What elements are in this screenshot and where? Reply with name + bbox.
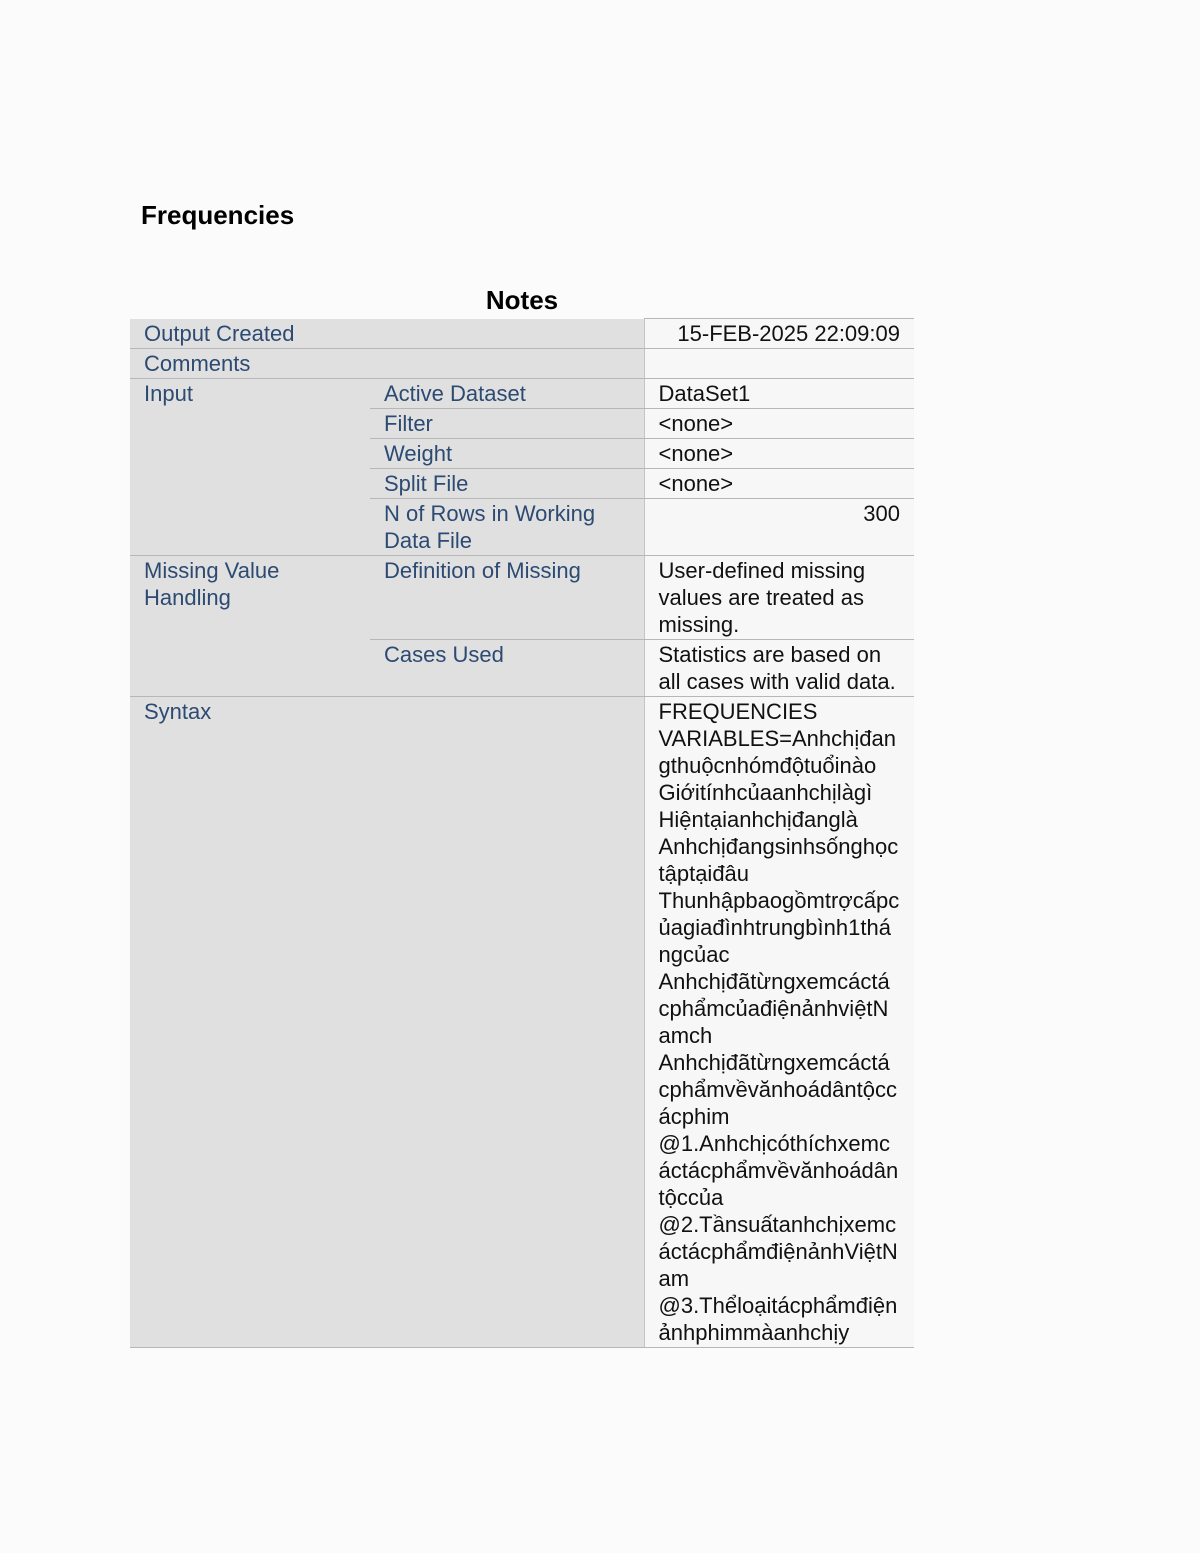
split-file-label: Split File — [370, 469, 644, 499]
definition-missing-label: Definition of Missing — [370, 556, 644, 640]
syntax-line: @2.TầnsuấtanhchịxemcáctácphẩmđiệnảnhViệtNam — [658, 1212, 898, 1291]
syntax-line: AnhchịđãtừngxemcáctácphẩmcủađiệnảnhviệtNamch — [658, 969, 890, 1048]
row-active-dataset — [130, 379, 914, 409]
syntax-value — [644, 697, 914, 1348]
active-dataset-value: DataSet1 — [644, 379, 914, 409]
weight-value: <none> — [644, 439, 914, 469]
syntax-line: Giớitínhcủaanhchịlàgì — [658, 780, 873, 805]
row-comments — [130, 349, 914, 379]
active-dataset-label: Active Dataset — [370, 379, 644, 409]
input-label: Input — [130, 379, 370, 556]
cases-used-value: Statistics are based on all cases with valid data. — [644, 640, 914, 697]
syntax-line: VARIABLES=Anhchịđangthuộcnhómđộtuổinào — [658, 726, 896, 778]
syntax-line: Anhchịđangsinhsốnghọctậptạiđâu — [658, 834, 899, 886]
definition-missing-value: User-defined missing values are treated as missing. — [644, 556, 914, 640]
n-rows-value: 300 — [644, 499, 914, 556]
notes-table — [130, 318, 914, 1348]
output-created-value: 15-FEB-2025 22:09:09 — [644, 319, 914, 349]
syntax-line: FREQUENCIES — [658, 699, 818, 724]
syntax-line: Hiệntạianhchịđanglà — [658, 807, 858, 832]
comments-label: Comments — [130, 349, 644, 379]
n-rows-label: N of Rows in Working Data File — [370, 499, 644, 556]
weight-label: Weight — [370, 439, 644, 469]
cases-used-label: Cases Used — [370, 640, 644, 697]
missing-handling-label: Missing Value Handling — [130, 556, 370, 697]
syntax-label: Syntax — [130, 697, 644, 1348]
syntax-line: Thunhậpbaogồmtrợcấpcủagiađìnhtrungbình1thángcủac — [658, 888, 900, 967]
filter-value: <none> — [644, 409, 914, 439]
row-definition-missing — [130, 556, 914, 640]
syntax-line: Anhchịđãtừngxemcáctácphẩmvềvănhoádântộccácphim — [658, 1050, 897, 1129]
syntax-line: @1.Anhchịcóthíchxemcáctácphẩmvềvănhoádântộccủa — [658, 1131, 899, 1210]
table-title: Notes — [485, 285, 559, 315]
comments-value — [644, 349, 914, 379]
syntax-line: @3.Thểloạitácphẩmđiệnảnhphimmàanhchịy — [658, 1293, 898, 1345]
row-output-created — [130, 319, 914, 349]
output-created-label: Output Created — [130, 319, 644, 349]
row-syntax — [130, 697, 914, 1348]
page-title: Frequencies — [141, 200, 295, 230]
filter-label: Filter — [370, 409, 644, 439]
split-file-value: <none> — [644, 469, 914, 499]
